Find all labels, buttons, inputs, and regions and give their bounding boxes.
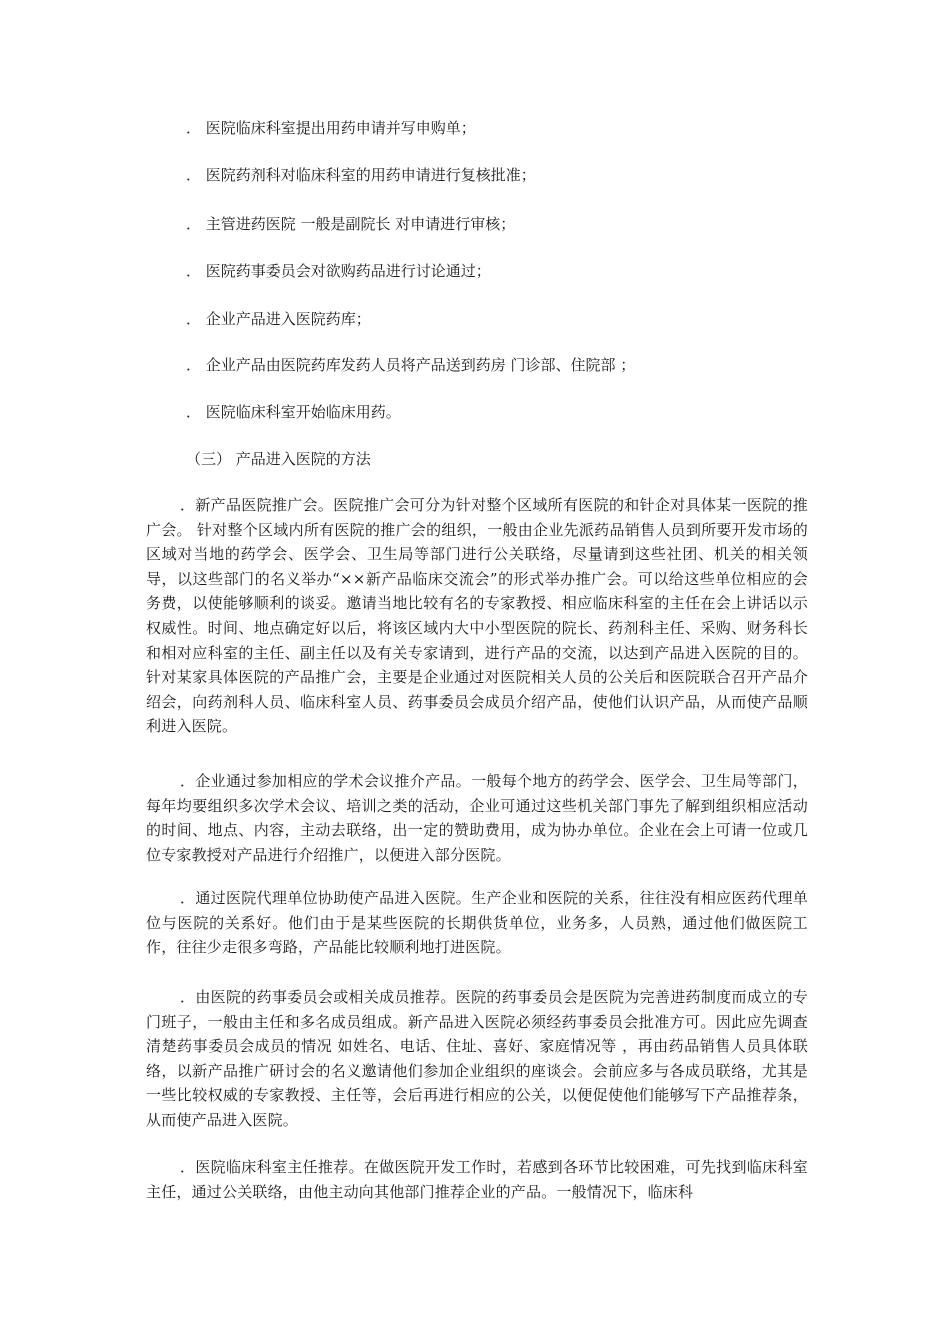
process-step-1: ． 医院临床科室提出用药申请并写申购单； [186, 119, 476, 137]
paragraph-2: ．企业通过参加相应的学术会议推介产品。一般每个地方的药学会、医学会、卫生局等部门，每年均要组织多次学术会议、培训之类的活动，企业可通过这些机关部门事先了解到组织相应活动的时间、地点、内容，主动去联络，出一定的赞助费用，成为协办单位。企业在会上可请一位或几位专家教授对产品进行介绍推广，以便进入部分医院。 [146, 772, 808, 864]
process-step-7: ． 医院临床科室开始临床用药。 [186, 403, 401, 421]
process-step-2: ． 医院药剂科对临床科室的用药申请进行复核批准； [186, 166, 536, 184]
process-step-5: ． 企业产品进入医院药库； [186, 310, 371, 328]
process-step-6: ． 企业产品由医院药库发药人员将产品送到药房 门诊部、住院部 ； [186, 356, 636, 374]
paragraph-4: ．由医院的药事委员会或相关成员推荐。医院的药事委员会是医院为完善进药制度而成立的专门班子，一般由主任和多名成员组成。新产品进入医院必须经药事委员会批准方可。因此应先调查清楚药事委员会成员的情况 如姓名、电话、住址、喜好、家庭情况等 ，再由药品销售人员具体联络，以新产品推广研讨会的名义邀请他们参加企业组织的座谈会。会前应多与各成员联络，尤其是一些比较权威的专家教授、主任等，会后再进行相应的公关，以便促使他们能够写下产品推荐条，从而使产品进入医院。 [146, 988, 808, 1129]
process-step-3: ． 主管进药医院 一般是副院长 对申请进行审核； [186, 215, 516, 233]
process-step-4: ． 医院药事委员会对欲购药品进行讨论通过； [186, 262, 491, 280]
paragraph-3: ．通过医院代理单位协助使产品进入医院。生产企业和医院的关系，往往没有相应医药代理单位与医院的关系好。他们由于是某些医院的长期供货单位，业务多，人员熟，通过他们做医院工作，往往少走很多弯路，产品能比较顺利地打进医院。 [146, 889, 808, 957]
section-heading: （三） 产品进入医院的方法 [186, 450, 371, 468]
paragraph-1: ．新产品医院推广会。医院推广会可分为针对整个区域所有医院的和针企对具体某一医院的推广会。 针对整个区域内所有医院的推广会的组织，一般由企业先派药品销售人员到所要开发市场的区域对当地的药学会、医学会、卫生局等部门进行公关联络，尽量请到这些社团、机关的相关领导，以这些部门的名义举办“××新产品临床交流会”的形式举办推广会。可以给这些单位相应的会务费，以使能够顺利的谈妥。邀请当地比较有名的专家教授、相应临床科室的主任在会上讲话以示权威性。时间、地点确定好以后，将该区域内大中小型医院的院长、药剂科主任、采购、财务科长和相对应科室的主任、副主任以及有关专家请到，进行产品的交流，以达到产品进入医院的目的。 针对某家具体医院的产品推广会，主要是企业通过对医院相关人员的公关后和医院联合召开产品介绍会，向药剂科人员、临床科室人员、药事委员会成员介绍产品，使他们认识产品，从而使产品顺利进入医院。 [146, 496, 808, 736]
paragraph-5: ．医院临床科室主任推荐。在做医院开发工作时，若感到各环节比较困难，可先找到临床科室主任，通过公关联络，由他主动向其他部门推荐企业的产品。一般情况下，临床科 [146, 1158, 808, 1201]
